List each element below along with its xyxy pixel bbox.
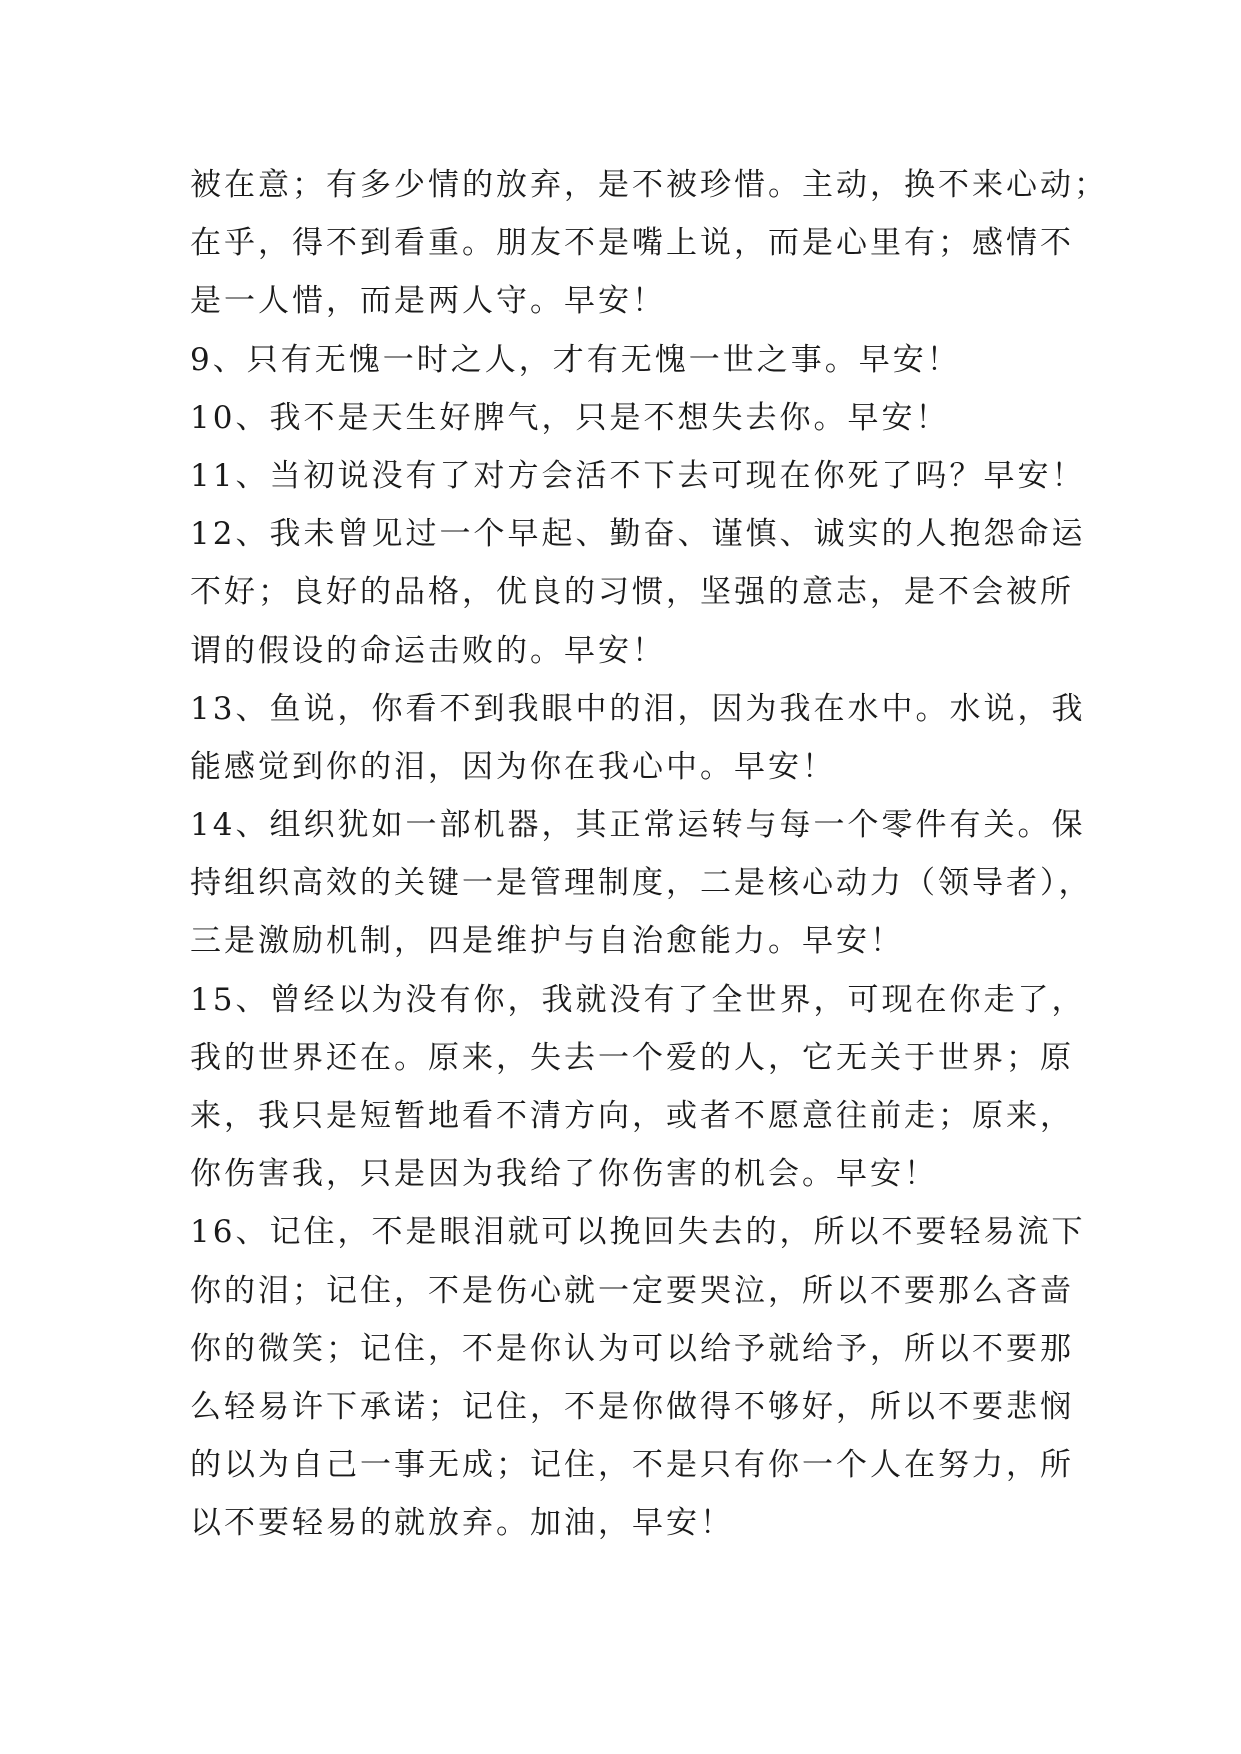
text-line: 是一人惜，而是两人守。早安！ (190, 283, 666, 320)
text-line: 谓的假设的命运击败的。早安！ (190, 632, 666, 669)
text-line: 三是激励机制，四是维护与自治愈能力。早安！ (190, 923, 904, 960)
text-line: 15、曾经以为没有你，我就没有了全世界，可现在你走了， (190, 981, 1086, 1018)
text-line: 14、组织犹如一部机器，其正常运转与每一个零件有关。保 (190, 807, 1086, 844)
text-line: 持组织高效的关键一是管理制度，二是核心动力（领导者）， (190, 865, 1093, 902)
text-line: 16、记住，不是眼泪就可以挽回失去的，所以不要轻易流下 (190, 1214, 1086, 1251)
text-line: 以不要轻易的就放弃。加油，早安！ (190, 1505, 734, 1542)
text-line: 来，我只是短暂地看不清方向，或者不愿意往前走；原来， (190, 1098, 1074, 1134)
text-line: 9、只有无愧一时之人，才有无愧一世之事。早安！ (190, 341, 961, 378)
text-line: 12、我未曾见过一个早起、勤奋、谨慎、诚实的人抱怨命运 (190, 516, 1086, 553)
text-line: 能感觉到你的泪，因为你在我心中。早安！ (190, 748, 836, 785)
text-line: 么轻易许下承诺；记住，不是你做得不够好，所以不要悲悯 (190, 1388, 1074, 1425)
text-line: 被在意；有多少情的放弃，是不被珍惜。主动，换不来心动； (190, 167, 1108, 203)
text-line: 的以为自己一事无成；记住，不是只有你一个人在努力，所 (190, 1447, 1074, 1484)
text-line: 13、鱼说，你看不到我眼中的泪，因为我在水中。水说，我 (190, 690, 1086, 727)
text-line: 10、我不是天生好脾气，只是不想失去你。早安！ (190, 399, 950, 436)
text-line: 你的微笑；记住，不是你认为可以给予就给予，所以不要那 (190, 1330, 1074, 1367)
text-line: 在乎，得不到看重。朋友不是嘴上说，而是心里有；感情不 (190, 225, 1074, 262)
text-line: 11、当初说没有了对方会活不下去可现在你死了吗？早安！ (190, 457, 1086, 494)
body-text (190, 156, 1108, 1553)
text-line: 我的世界还在。原来，失去一个爱的人，它无关于世界；原 (190, 1039, 1074, 1076)
text-line: 你伤害我，只是因为我给了你伤害的机会。早安！ (190, 1156, 938, 1193)
text-line: 你的泪；记住，不是伤心就一定要哭泣，所以不要那么吝啬 (190, 1272, 1074, 1309)
text-line: 不好；良好的品格，优良的习惯，坚强的意志，是不会被所 (190, 574, 1074, 611)
